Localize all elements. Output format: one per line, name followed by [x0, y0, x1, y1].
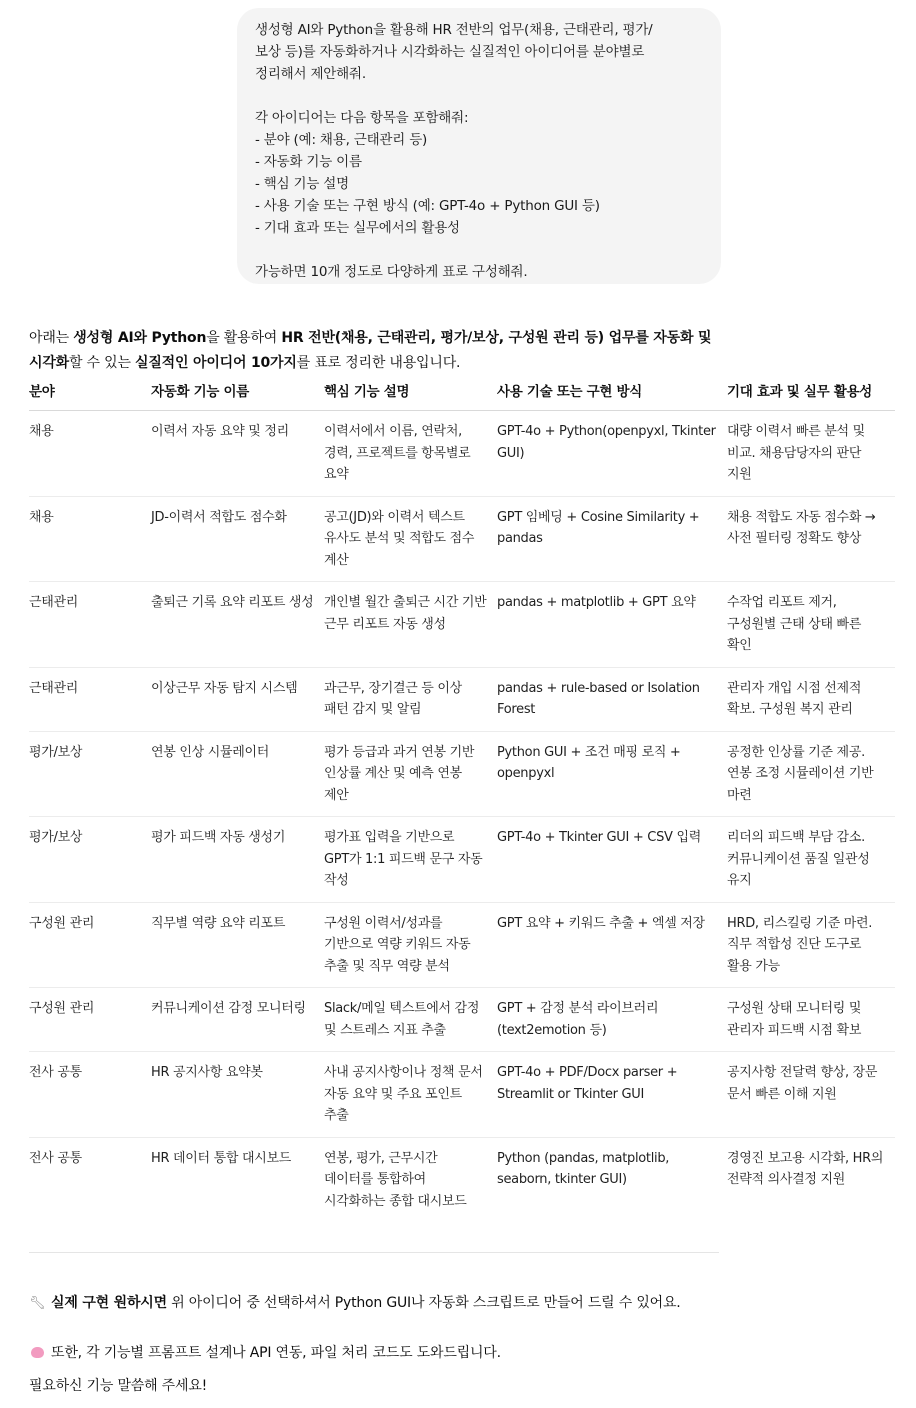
cell-technology: GPT-4o + Python(openpyxl, Tkinter GUI)	[497, 411, 727, 497]
header-description: 핵심 기능 설명	[324, 382, 497, 411]
table-row	[29, 731, 895, 817]
cell-feature-name: 평가 피드백 자동 생성기	[151, 817, 324, 903]
cell-technology: GPT-4o + Tkinter GUI + CSV 입력	[497, 817, 727, 903]
header-technology: 사용 기술 또는 구현 방식	[497, 382, 727, 411]
assistant-intro	[29, 326, 719, 376]
table-row	[29, 988, 895, 1052]
header-field: 분야	[29, 382, 151, 411]
table-row	[29, 496, 895, 582]
cell-technology: GPT + 감정 분석 라이브러리 (text2emotion 등)	[497, 988, 727, 1052]
header-effect: 기대 효과 및 실무 활용성	[727, 382, 895, 411]
cell-effect: 공지사항 전달력 향상, 장문 문서 빠른 이해 지원	[727, 1052, 895, 1138]
hr-ideas-table	[29, 382, 895, 1222]
intro-bold: 생성형 AI와 Python	[73, 330, 207, 346]
cell-technology: pandas + matplotlib + GPT 요약	[497, 582, 727, 668]
cell-field: 근태관리	[29, 582, 151, 668]
intro-text: 할 수 있는	[68, 355, 136, 371]
cell-technology: Python (pandas, matplotlib, seaborn, tkinter GUI)	[497, 1150, 670, 1187]
cell-effect: 경영진 보고용 시각화, HR의 전략적 의사결정 지원	[727, 1150, 884, 1187]
cell-field: 구성원 관리	[29, 902, 151, 988]
table-row	[29, 817, 895, 903]
intro-bold: HR 전반(채용, 근태관리, 평가/보상, 구성원 관리 등) 업무를 자동화 및 시각화	[29, 330, 712, 371]
cell-effect: 공정한 인상률 기준 제공. 연봉 조정 시뮬레이션 기반 마련	[727, 731, 895, 817]
footer-text: 필요하신 기능 말씀해 주세요!	[29, 1378, 208, 1394]
cell-effect: HRD, 리스킬링 기준 마련. 직무 적합성 진단 도구로 활용 가능	[727, 902, 895, 988]
cell-effect: 구성원 상태 모니터링 및 관리자 피드백 시점 확보	[727, 988, 895, 1052]
section-divider	[29, 1252, 719, 1253]
cell-description: 평가표 입력을 기반으로 GPT가 1:1 피드백 문구 자동 작성	[324, 817, 497, 903]
footer-text: 또한, 각 기능별 프롬프트 설계나 API 연동, 파일 처리 코드도 도와드립니다.	[51, 1345, 501, 1361]
cell-description: 평가 등급과 과거 연봉 기반 인상률 계산 및 예측 연봉 제안	[324, 731, 497, 817]
cell-description: 공고(JD)와 이력서 텍스트 유사도 분석 및 적합도 점수 계산	[324, 496, 497, 582]
intro-text: 을 활용하여	[206, 330, 282, 346]
cell-technology: GPT 임베딩 + Cosine Similarity + pandas	[497, 496, 727, 582]
cell-feature-name: JD-이력서 적합도 점수화	[151, 496, 324, 582]
cell-description: 사내 공지사항이나 정책 문서 자동 요약 및 주요 포인트 추출	[324, 1052, 497, 1138]
wrench-icon: 🔧︎	[29, 1296, 46, 1311]
cell-feature-name: 이력서 자동 요약 및 정리	[151, 411, 324, 497]
cell-field: 근태관리	[29, 667, 151, 731]
cell-feature-name: 출퇴근 기록 요약 리포트 생성	[151, 582, 324, 668]
cell-technology: GPT-4o + PDF/Docx parser + Streamlit or Tkinter GUI	[497, 1052, 727, 1138]
cell-effect: 대량 이력서 빠른 분석 및 비교. 채용담당자의 판단 지원	[727, 411, 895, 497]
footer-bold: 실제 구현 원하시면	[51, 1295, 167, 1311]
cell-feature-name: HR 데이터 통합 대시보드	[151, 1150, 292, 1166]
table-row	[29, 1052, 895, 1138]
cell-description: 개인별 월간 출퇴근 시간 기반 근무 리포트 자동 생성	[324, 582, 497, 668]
cell-effect: 수작업 리포트 제거, 구성원별 근태 상태 빠른 확인	[727, 582, 895, 668]
cell-field: 평가/보상	[29, 731, 151, 817]
cell-technology: GPT 요약 + 키워드 추출 + 엑셀 저장	[497, 902, 727, 988]
table-header-row	[29, 382, 895, 411]
cell-feature-name: 직무별 역량 요약 리포트	[151, 902, 324, 988]
cell-field: 채용	[29, 496, 151, 582]
cell-field: 구성원 관리	[29, 988, 151, 1052]
user-message-bubble: 생성형 AI와 Python을 활용해 HR 전반의 업무(채용, 근태관리, 평가/ 보상 등)를 자동화하거나 시각화하는 실질적인 아이디어를 분야별로 정리해서 제안해줘. 각 아이디어는 다음 항목을 포함해줘: - 분야 (예: 채용, 근태관리 등) - 자동화 기능 이름 - 핵심 기능 설명 - 사용 기술 또는 구현 방식 (예: GPT-4o + Python GUI 등) - 기대 효과 또는 실무에서의 활용성 가능하면 10개 정도로 다양하게 표로 구성해줘.	[237, 8, 721, 284]
table-row	[29, 902, 895, 988]
cell-description: 과근무, 장기결근 등 이상 패턴 감지 및 알림	[324, 667, 497, 731]
cell-technology: Python GUI + 조건 매핑 로직 + openpyxl	[497, 731, 727, 817]
brain-icon	[29, 1341, 45, 1366]
cell-field: 전사 공통	[29, 1052, 151, 1138]
table-row	[29, 411, 895, 497]
footer-implementation-note	[29, 1291, 719, 1316]
cell-effect: 리더의 피드백 부담 감소. 커뮤니케이션 품질 일관성 유지	[727, 817, 895, 903]
footer-text: 위 아이디어 중 선택하셔서 Python GUI나 자동화 스크립트로 만들어 드릴 수 있어요.	[166, 1295, 681, 1311]
cell-feature-name: 커뮤니케이션 감정 모니터링	[151, 988, 324, 1052]
cell-field: 채용	[29, 411, 151, 497]
header-feature-name: 자동화 기능 이름	[151, 382, 324, 411]
footer-help-note	[29, 1341, 719, 1366]
footer-closing	[29, 1374, 719, 1399]
cell-field: 평가/보상	[29, 817, 151, 903]
cell-description: 구성원 이력서/성과를 기반으로 역량 키워드 자동 추출 및 직무 역량 분석	[324, 902, 497, 988]
cell-effect: 관리자 개입 시점 선제적 확보. 구성원 복지 관리	[727, 667, 895, 731]
cell-feature-name: 이상근무 자동 탐지 시스템	[151, 667, 324, 731]
cell-description: Slack/메일 텍스트에서 감정 및 스트레스 지표 추출	[324, 988, 497, 1052]
cell-effect: 채용 적합도 자동 점수화 → 사전 필터링 정확도 향상	[727, 496, 895, 582]
cell-technology: pandas + rule-based or Isolation Forest	[497, 667, 727, 731]
cell-description: 연봉, 평가, 근무시간 데이터를 통합하여 시각화하는 종합 대시보드	[324, 1150, 467, 1209]
cell-description: 이력서에서 이름, 연락처, 경력, 프로젝트를 항목별로 요약	[324, 411, 497, 497]
intro-bold: 실질적인 아이디어 10가지	[135, 355, 297, 371]
cell-feature-name: HR 공지사항 요약봇	[151, 1052, 324, 1138]
table-row	[29, 667, 895, 731]
intro-text: 를 표로 정리한 내용입니다.	[296, 355, 461, 371]
intro-text: 아래는	[29, 330, 74, 346]
table-row	[29, 1137, 895, 1222]
cell-feature-name: 연봉 인상 시뮬레이터	[151, 731, 324, 817]
table-row	[29, 582, 895, 668]
cell-field: 전사 공통	[29, 1150, 82, 1166]
